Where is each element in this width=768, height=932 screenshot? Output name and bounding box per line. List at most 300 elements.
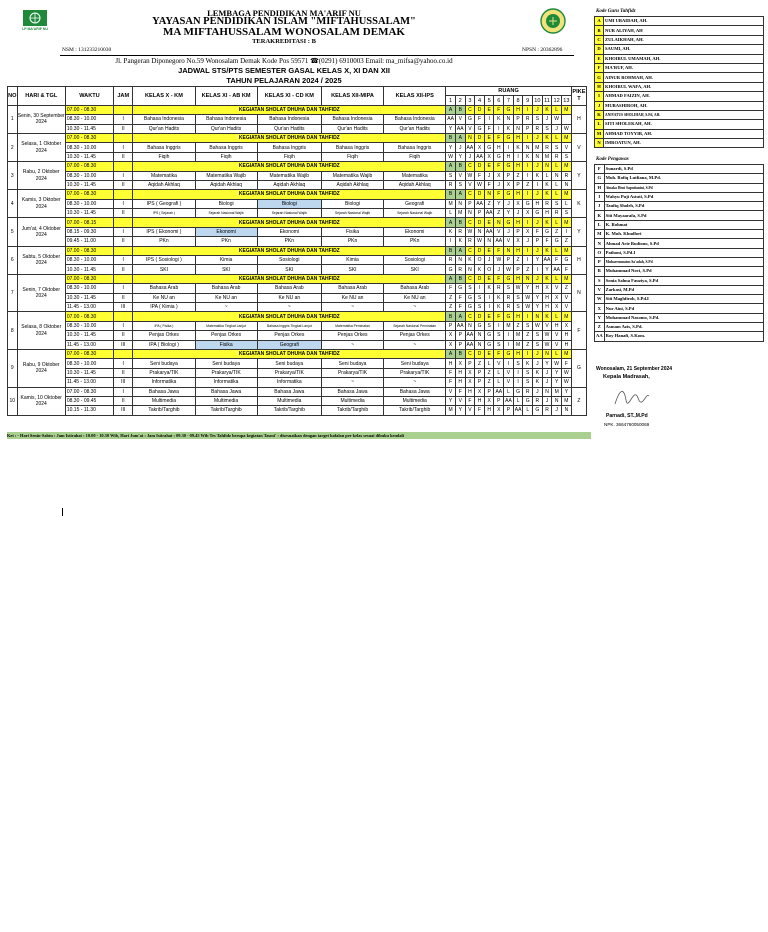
kelas-xii-ips-subject: Ke NU an xyxy=(384,293,446,302)
room-supervisor-code: Z xyxy=(523,340,533,349)
guru-row xyxy=(595,120,764,129)
room-supervisor-code: E xyxy=(484,133,494,142)
room-supervisor-code: Y xyxy=(542,265,552,274)
room-supervisor-code: AA xyxy=(476,153,483,160)
room-supervisor-code: L xyxy=(552,312,562,321)
room-supervisor-code: G xyxy=(504,274,514,283)
pengawas-code: W xyxy=(595,295,605,304)
schedule-row xyxy=(8,387,587,396)
room-supervisor-code: C xyxy=(465,218,475,227)
pengawas-name: Muhammad Nasomo, S.Pd. xyxy=(604,313,763,322)
jam-cell: I xyxy=(114,321,133,330)
signature-place-date: Wonosalam, 21 September 2024 xyxy=(596,366,673,372)
room-supervisor-code: Y xyxy=(523,284,533,293)
signature-name: Parnadi, ST.,M.Pd xyxy=(606,413,648,419)
room-supervisor-code: M xyxy=(561,218,571,227)
schedule-row xyxy=(8,256,587,265)
schedule-subtitle: TAHUN PELAJARAN 2024 / 2025 xyxy=(226,76,342,85)
room-supervisor-code: K xyxy=(542,246,552,255)
day-date: Selasa, 8 Oktober 2024 xyxy=(17,312,65,350)
kelas-x-subject: Bahasa Jawa xyxy=(133,387,195,396)
kelas-xi-cd-subject: Sosiologi xyxy=(257,256,321,265)
guru-table-title: Kode Guru Tahfidz xyxy=(596,9,636,14)
room-supervisor-code: G xyxy=(513,387,523,396)
room-supervisor-code: N xyxy=(561,406,571,415)
room-supervisor-code: J xyxy=(533,190,543,199)
room-supervisor-code: Z xyxy=(484,378,494,387)
room-supervisor-code: S xyxy=(533,340,543,349)
room-supervisor-code: J xyxy=(542,378,552,387)
room-supervisor-code: N xyxy=(542,387,552,396)
piket-code: F xyxy=(571,312,586,350)
kelas-xii-ips-subject: Fiqih xyxy=(384,152,446,161)
kelas-xi-cd-subject: Bahasa Inggris Tingkat Lanjut xyxy=(257,321,321,330)
room-number-header: 2 xyxy=(455,96,465,105)
room-supervisor-code: J xyxy=(533,274,543,283)
room-supervisor-code: K xyxy=(446,227,456,236)
schedule-row xyxy=(8,143,587,152)
logo-caption: LP MA'ARIF NU xyxy=(22,27,48,31)
room-supervisor-code: J xyxy=(533,105,543,114)
kelas-xi-ab-subject: Aqidah Akhlaq xyxy=(195,180,257,189)
kelas-xii-mipa-subject: SKI xyxy=(321,265,383,274)
pengawas-code: K xyxy=(595,211,605,220)
room-supervisor-code: B xyxy=(446,312,456,321)
kelas-xi-cd-subject: Geografi xyxy=(257,340,321,349)
jam-cell xyxy=(114,105,133,114)
piket-code: Y xyxy=(571,218,586,246)
room-supervisor-code: J xyxy=(533,246,543,255)
guru-code: C xyxy=(595,35,604,44)
schedule-row xyxy=(8,180,587,189)
kelas-x-subject: IPS ( Ekonomi ) xyxy=(133,227,195,236)
room-supervisor-code: I xyxy=(484,115,494,124)
kelas-xi-cd-subject: Multimedia xyxy=(257,396,321,405)
room-supervisor-code: Y xyxy=(494,199,504,208)
kegiatan-label: KEGIATAN SHOLAT DHUHA DAN TAHFIDZ xyxy=(133,274,446,283)
kelas-x-subject: Bahasa Indonesia xyxy=(133,115,195,124)
room-supervisor-code: V xyxy=(455,396,465,405)
room-supervisor-code: R xyxy=(504,293,514,302)
room-supervisor-code: J xyxy=(504,227,514,236)
room-supervisor-code: I xyxy=(523,133,533,142)
guru-name: SITI SHOLEKAH, AH. xyxy=(604,120,764,129)
kelas-xii-mipa-subject: Bahasa Inggris xyxy=(321,143,383,152)
kelas-xi-ab-subject: Kimia xyxy=(195,256,257,265)
room-supervisor-code: G xyxy=(504,349,514,358)
room-supervisor-code: R xyxy=(523,115,533,124)
room-supervisor-code: G xyxy=(446,265,456,274)
piket-code: K xyxy=(571,190,586,218)
room-supervisor-code: K xyxy=(494,115,504,124)
kelas-xii-ips-subject: SKI xyxy=(384,265,446,274)
kelas-xii-mipa-subject: Ke NU an xyxy=(321,293,383,302)
room-supervisor-code: K xyxy=(542,190,552,199)
room-supervisor-code: V xyxy=(504,237,514,246)
room-supervisor-code: I xyxy=(523,190,533,199)
room-supervisor-code: C xyxy=(465,105,475,114)
room-supervisor-code: N xyxy=(484,190,494,199)
room-supervisor-code: J xyxy=(484,171,494,180)
room-supervisor-code: H xyxy=(513,218,523,227)
kelas-x-subject: Aqidah Akhlaq xyxy=(133,180,195,189)
room-supervisor-code: X xyxy=(494,406,504,415)
room-supervisor-code: M xyxy=(446,199,456,208)
kelas-xii-mipa-subject: Bahasa Jawa xyxy=(321,387,383,396)
kelas-xii-ips-subject: Bahasa Inggris xyxy=(384,143,446,152)
guru-code: D xyxy=(595,45,604,54)
room-supervisor-code: S xyxy=(533,115,543,124)
pengawas-code: F xyxy=(595,165,605,174)
room-supervisor-code: Y xyxy=(533,302,543,311)
room-supervisor-code: I xyxy=(484,302,494,311)
room-supervisor-code: P xyxy=(513,227,523,236)
jam-cell: I xyxy=(114,387,133,396)
pengawas-code: J xyxy=(595,202,605,211)
room-supervisor-code: L xyxy=(513,396,523,405)
guru-name: MUBASHIROH, AH. xyxy=(604,101,764,110)
room-supervisor-code: S xyxy=(513,359,523,368)
room-supervisor-code: W xyxy=(465,171,475,180)
pengawas-row xyxy=(595,202,764,211)
room-supervisor-code: G xyxy=(523,396,533,405)
signature-role: Kepala Madrasah, xyxy=(603,374,650,380)
room-supervisor-code: K xyxy=(484,284,494,293)
jam-cell: II xyxy=(114,124,133,133)
room-supervisor-code: K xyxy=(455,237,465,246)
kelas-xii-ips-subject: Geografi xyxy=(384,199,446,208)
room-supervisor-code: AA xyxy=(495,238,503,245)
room-supervisor-code: S xyxy=(494,340,504,349)
room-supervisor-code: F xyxy=(484,124,494,133)
col-jam: JAM xyxy=(114,87,133,106)
time-slot: 07.00 - 08.30 xyxy=(65,312,113,321)
room-supervisor-code: L xyxy=(552,133,562,142)
room-supervisor-code: S xyxy=(513,293,523,302)
time-slot: 08.30 - 10.00 xyxy=(65,256,113,265)
room-supervisor-code: K xyxy=(542,105,552,114)
pengawas-row xyxy=(595,211,764,220)
jam-cell: I xyxy=(114,199,133,208)
day-date: Kamis, 3 Oktober 2024 xyxy=(17,190,65,218)
kelas-x-subject: PKn xyxy=(133,237,195,246)
pengawas-name: Wahyu Puji Astuti, S.Pd xyxy=(604,192,763,201)
col-ruang: RUANG xyxy=(446,87,572,96)
piket-code: Z xyxy=(571,387,586,415)
pengawas-name: Sunardi, S.Pd xyxy=(604,165,763,174)
guru-row xyxy=(595,129,764,138)
room-supervisor-code: N xyxy=(475,331,485,340)
kelas-x-subject: Takrib/Targhib xyxy=(133,406,195,415)
room-supervisor-code: A xyxy=(455,190,465,199)
room-supervisor-code: B xyxy=(455,105,465,114)
room-supervisor-code: Z xyxy=(523,331,533,340)
kelas-x-subject: Qur'an Hadits xyxy=(133,124,195,133)
room-supervisor-code: X xyxy=(484,152,494,161)
kelas-xii-mipa-subject: ~ xyxy=(321,302,383,311)
room-supervisor-code: N xyxy=(552,171,562,180)
kelas-xii-mipa-subject: Multimedia xyxy=(321,396,383,405)
guru-code: L xyxy=(595,120,604,129)
time-slot: 11.45 - 13.00 xyxy=(65,302,113,311)
room-supervisor-code: F xyxy=(446,284,456,293)
room-number-header: 1 xyxy=(446,96,456,105)
room-supervisor-code: F xyxy=(455,293,465,302)
room-supervisor-code: H xyxy=(484,406,494,415)
room-supervisor-code: D xyxy=(475,246,485,255)
room-supervisor-code: B xyxy=(455,218,465,227)
time-slot: 10.30 - 11.45 xyxy=(65,209,113,218)
room-supervisor-code: J xyxy=(552,124,562,133)
room-supervisor-code: Y xyxy=(533,293,543,302)
room-supervisor-code: J xyxy=(542,396,552,405)
room-supervisor-code: Z xyxy=(446,302,456,311)
kelas-xi-cd-subject: Aqidah Akhlaq xyxy=(257,180,321,189)
room-supervisor-code: G xyxy=(504,133,514,142)
room-supervisor-code: L xyxy=(552,218,562,227)
room-supervisor-code: X xyxy=(513,237,523,246)
kelas-xii-ips-subject: ~ xyxy=(384,378,446,387)
kelas-x-subject: IPS ( Geografi ) xyxy=(133,199,195,208)
room-supervisor-code: X xyxy=(494,171,504,180)
day-number: 9 xyxy=(8,349,18,387)
day-number: 1 xyxy=(8,105,18,133)
room-number-header: 6 xyxy=(494,96,504,105)
room-supervisor-code: G xyxy=(542,227,552,236)
room-supervisor-code: V xyxy=(561,302,571,311)
room-supervisor-code: S xyxy=(455,180,465,189)
pengawas-code: X xyxy=(595,304,605,313)
room-supervisor-code: I xyxy=(513,152,523,161)
jam-cell: II xyxy=(114,209,133,218)
room-supervisor-code: D xyxy=(475,133,485,142)
kelas-xii-mipa-subject: Matematika Wajib xyxy=(321,171,383,180)
room-supervisor-code: G xyxy=(465,302,475,311)
room-supervisor-code: I xyxy=(533,265,543,274)
schedule-row xyxy=(8,124,587,133)
room-supervisor-code: W xyxy=(523,293,533,302)
kelas-xi-cd-subject: Ke NU an xyxy=(257,293,321,302)
room-supervisor-code: W xyxy=(494,256,504,265)
room-supervisor-code: V xyxy=(504,378,514,387)
time-slot: 07.00 - 08.30 xyxy=(65,133,113,142)
room-supervisor-code: N xyxy=(504,246,514,255)
room-supervisor-code: P xyxy=(475,368,485,377)
kelas-xi-cd-subject: Takrib/Targhib xyxy=(257,406,321,415)
pengawas-row xyxy=(595,220,764,229)
room-supervisor-code: J xyxy=(465,152,475,161)
room-supervisor-code: V xyxy=(455,115,465,124)
room-supervisor-code: Z xyxy=(494,209,504,218)
room-supervisor-code: I xyxy=(475,284,485,293)
room-supervisor-code: Z xyxy=(513,256,523,265)
room-supervisor-code: I xyxy=(494,321,504,330)
pengawas-name: Siti Mayaarafa, S.Pd xyxy=(604,211,763,220)
kelas-xi-ab-subject: Ke NU an xyxy=(195,293,257,302)
time-slot: 10.30 - 11.45 xyxy=(65,331,113,340)
room-supervisor-code: H xyxy=(513,105,523,114)
room-supervisor-code: K xyxy=(494,302,504,311)
day-number: 8 xyxy=(8,312,18,350)
schedule-row xyxy=(8,359,587,368)
room-supervisor-code: M xyxy=(561,190,571,199)
room-supervisor-code: C xyxy=(465,190,475,199)
day-number: 5 xyxy=(8,218,18,246)
room-supervisor-code: I xyxy=(523,218,533,227)
guru-name: ANIVATUS SHOLIHAH, S.Pd, AH. xyxy=(604,110,764,119)
room-supervisor-code: N xyxy=(475,340,485,349)
room-supervisor-code: I xyxy=(523,162,533,171)
room-supervisor-code: R xyxy=(446,256,456,265)
jam-cell xyxy=(114,246,133,255)
jam-cell: III xyxy=(114,302,133,311)
room-supervisor-code: J xyxy=(523,237,533,246)
room-supervisor-code: A xyxy=(446,274,456,283)
room-supervisor-code: AA xyxy=(476,200,483,207)
room-supervisor-code: H xyxy=(513,133,523,142)
room-supervisor-code: L xyxy=(494,368,504,377)
room-supervisor-code: X xyxy=(484,396,494,405)
room-supervisor-code: H xyxy=(465,387,475,396)
guru-name: AHMAD FAIZIN, AH. xyxy=(604,92,764,101)
schedule-row xyxy=(8,406,587,415)
pengawas-row xyxy=(595,248,764,257)
schedule-row xyxy=(8,274,587,283)
room-supervisor-code: L xyxy=(552,246,562,255)
room-supervisor-code: N xyxy=(542,162,552,171)
schedule-row xyxy=(8,284,587,293)
kelas-xi-ab-subject: PKn xyxy=(195,237,257,246)
room-supervisor-code: X xyxy=(513,199,523,208)
guru-row xyxy=(595,139,764,148)
room-supervisor-code: Y xyxy=(455,406,465,415)
room-number-header: 12 xyxy=(553,97,560,104)
room-supervisor-code: K xyxy=(533,368,543,377)
time-slot: 08.30 - 10.00 xyxy=(65,199,113,208)
kelas-xi-cd-subject: SKI xyxy=(257,265,321,274)
room-supervisor-code: B xyxy=(446,133,456,142)
pengawas-row xyxy=(595,276,764,285)
kelas-xii-mipa-subject: Fisika xyxy=(321,227,383,236)
room-supervisor-code: H xyxy=(494,143,504,152)
room-number-header: 4 xyxy=(475,96,485,105)
room-supervisor-code: K xyxy=(533,378,543,387)
day-number: 7 xyxy=(8,274,18,312)
schedule-row xyxy=(8,302,587,311)
room-supervisor-code: R xyxy=(523,387,533,396)
room-supervisor-code: K xyxy=(542,274,552,283)
kelas-xii-mipa-subject: Sejarah Nasional Wajib xyxy=(321,209,383,218)
kelas-xi-cd-subject: Seni budaya xyxy=(257,359,321,368)
kelas-xii-mipa-subject: ~ xyxy=(321,340,383,349)
room-supervisor-code: X xyxy=(523,227,533,236)
room-supervisor-code: H xyxy=(513,190,523,199)
pengawas-name: Ainaka Heni Saputianini, S.Pd xyxy=(604,183,763,192)
kelas-xii-ips-subject: PKn xyxy=(384,237,446,246)
room-supervisor-code: P xyxy=(465,199,475,208)
piket-code: N xyxy=(571,274,586,312)
room-supervisor-code: Y xyxy=(446,396,456,405)
guru-name: AINUR ROHMAH, AH. xyxy=(604,73,764,82)
pengawas-code: AA xyxy=(595,332,605,341)
guru-table xyxy=(594,16,764,148)
room-supervisor-code: K xyxy=(475,265,485,274)
pengawas-code: Y xyxy=(595,313,605,322)
room-supervisor-code: G xyxy=(475,321,485,330)
pengawas-code: S xyxy=(595,276,605,285)
schedule-row xyxy=(8,396,587,405)
kelas-xi-ab-subject: Ekonomi xyxy=(195,227,257,236)
kelas-x-subject: Penjas Orkes xyxy=(133,331,195,340)
room-supervisor-code: F xyxy=(465,396,475,405)
room-supervisor-code: L xyxy=(446,209,456,218)
kelas-xi-ab-subject: Prakarya/TIK xyxy=(195,368,257,377)
guru-code: B xyxy=(595,26,604,35)
room-supervisor-code: AA xyxy=(553,266,560,273)
guru-row xyxy=(595,26,764,35)
room-supervisor-code: M xyxy=(533,143,543,152)
room-supervisor-code: A xyxy=(455,133,465,142)
guru-row xyxy=(595,54,764,63)
room-supervisor-code: V xyxy=(552,284,562,293)
room-supervisor-code: B xyxy=(446,246,456,255)
room-supervisor-code: W xyxy=(542,340,552,349)
kelas-xii-ips-subject: Ekonomi xyxy=(384,227,446,236)
kelas-x-subject: Informatika xyxy=(133,378,195,387)
accreditation: TERAKREDITASI : B xyxy=(252,38,316,45)
room-number-header: 9 xyxy=(523,96,533,105)
room-supervisor-code: N xyxy=(533,312,543,321)
room-supervisor-code: J xyxy=(494,180,504,189)
pengawas-row xyxy=(595,295,764,304)
room-supervisor-code: S xyxy=(561,209,571,218)
time-slot: 07.00 - 08.30 xyxy=(65,246,113,255)
room-supervisor-code: M xyxy=(561,105,571,114)
room-supervisor-code: G xyxy=(465,115,475,124)
room-supervisor-code: M xyxy=(561,396,571,405)
col-kelas-xi-cd: KELAS XI - CD KM xyxy=(257,87,321,106)
room-supervisor-code: J xyxy=(533,349,543,358)
room-supervisor-code: Z xyxy=(513,171,523,180)
room-supervisor-code: L xyxy=(552,162,562,171)
schedule-row xyxy=(8,368,587,377)
time-slot: 08.30 - 10.00 xyxy=(65,143,113,152)
room-supervisor-code: AA xyxy=(495,388,503,395)
kelas-xii-ips-subject: Penjas Orkes xyxy=(384,331,446,340)
room-supervisor-code: H xyxy=(561,340,571,349)
room-supervisor-code: H xyxy=(533,199,543,208)
room-supervisor-code: F xyxy=(561,265,571,274)
schedule-row xyxy=(8,199,587,208)
room-supervisor-code: W xyxy=(504,265,514,274)
pengawas-name: Siti Maghfiroh, S.Pd.I xyxy=(604,295,763,304)
jam-cell: I xyxy=(114,143,133,152)
room-supervisor-code: M xyxy=(561,133,571,142)
room-supervisor-code: L xyxy=(552,274,562,283)
pengawas-code: N xyxy=(595,239,605,248)
room-supervisor-code: L xyxy=(552,180,562,189)
room-supervisor-code: D xyxy=(475,162,485,171)
room-supervisor-code: D xyxy=(475,274,485,283)
room-supervisor-code: R xyxy=(542,143,552,152)
kelas-xi-cd-subject: PKn xyxy=(257,237,321,246)
room-supervisor-code: M xyxy=(561,312,571,321)
room-supervisor-code: N xyxy=(465,133,475,142)
room-supervisor-code: K xyxy=(523,359,533,368)
room-supervisor-code: M xyxy=(504,321,514,330)
room-supervisor-code: H xyxy=(542,293,552,302)
room-supervisor-code: G xyxy=(561,256,571,265)
